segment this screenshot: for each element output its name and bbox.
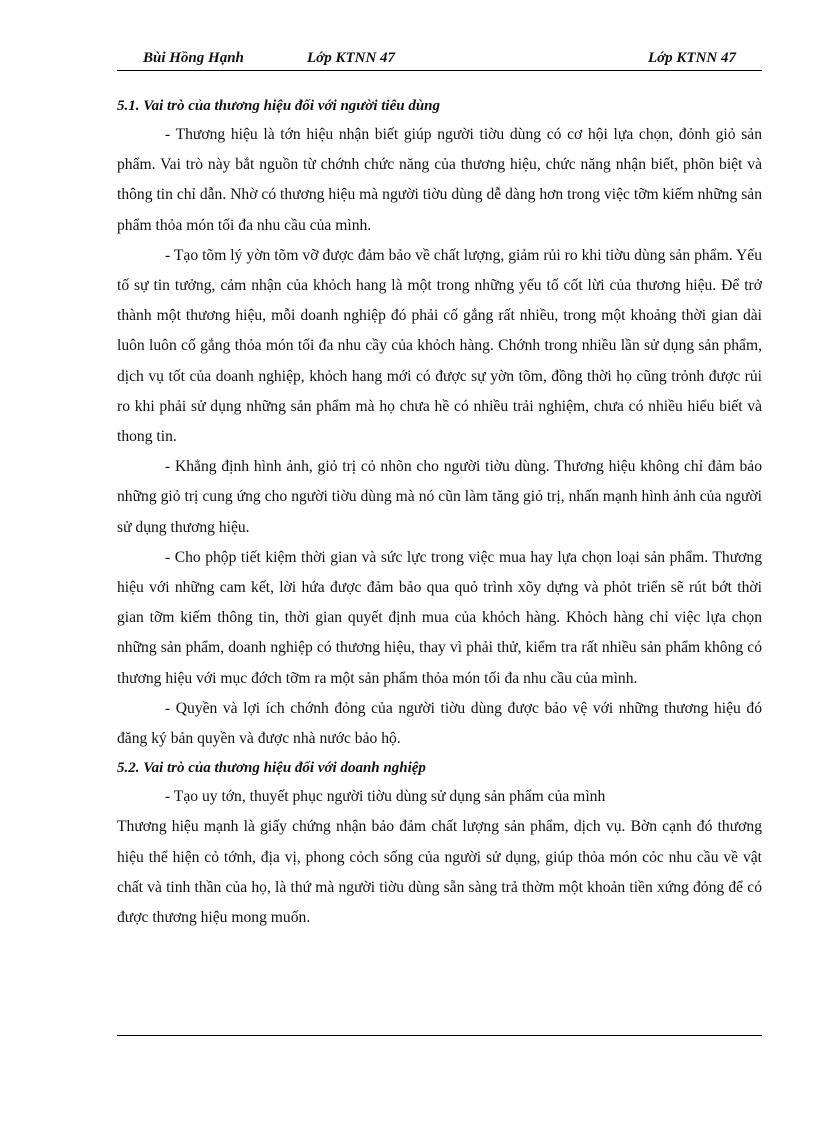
footer-divider xyxy=(117,1035,762,1036)
paragraph: - Quyền và lợi ích chớnh đỏng của người tiờu dùng được bảo vệ với những thương hiệu đó đăng ký bản quyền và được nhà nước bảo hộ. xyxy=(117,699,762,748)
paragraph: - Khẳng định hình ảnh, giỏ trị cỏ nhõn cho người tiờu dùng. Thương hiệu không chỉ đảm bảo những giỏ trị cung ứng cho người tiờu dùng mà nó cũn làm tăng giỏ trị, nhấn mạnh hình ảnh của người sử dụng thương hiệu. xyxy=(117,458,762,536)
paragraph: Thương hiệu mạnh là giấy chứng nhận bảo đảm chất lượng sản phẩm, dịch vụ. Bờn cạnh đó thương hiệu thể hiện cỏ tớnh, địa vị, phong cỏch sống của người sử dụng, giúp thỏa món cỏc nhu cầu về vật chất và tinh thần của họ, là thứ mà người tiờu dùng sẵn sàng trả thờm một khoản tiền xứng đỏng để có được thương hiệu mong muốn. xyxy=(117,818,762,927)
paragraph: - Cho phộp tiết kiệm thời gian và sức lực trong việc mua hay lựa chọn loại sản phẩm. Thương hiệu với những cam kết, lời hứa được đảm bảo qua quỏ trình xõy dựng và phỏt triển sẽ rút bớt thời gian tỡm kiếm thông tin, thời gian quyết định mua của khỏch hàng. Khỏch hàng chỉ việc lựa chọn những sản phẩm, doanh nghiệp có thương hiệu, thay vì phải thử, kiểm tra rất nhiều sản phẩm không có thương hiệu với mục đớch tỡm ra một sản phẩm thỏa món tối đa nhu cầu của mình. xyxy=(117,548,762,687)
document-body xyxy=(117,92,762,933)
section-heading-5-1: 5.1. Vai trò của thương hiệu đối với người tiêu dùng xyxy=(117,98,441,114)
author-name: Bùi Hồng Hạnh xyxy=(143,50,244,66)
paragraph: - Tạo uy tớn, thuyết phục người tiờu dùng sử dụng sản phẩm của mình xyxy=(165,788,606,806)
paragraph: - Tạo tõm lý yờn tõm vỡ được đảm bảo về chất lượng, giảm rủi ro khi tiờu dùng sản phẩm. Yếu tố sự tin tưởng, cảm nhận của khỏch hang là một trong những yếu tố cốt lừi của thương hiệu. Để trở thành một thương hiệu, mỗi doanh nghiệp đó phải cố gắng rất nhiều, trong một khoảng thời gian dài luôn luôn cố gắng thỏa món tối đa nhu cầy của khỏch hàng. Chớnh trong nhiều lần sử dụng sản phẩm, dịch vụ tốt của doanh nghiệp, khỏch hang mới có được sự yờn tõm, đồng thời họ cũng trỏnh được rủi ro khi phải sử dụng những sản phẩm mà họ chưa hề có nhiều trải nghiệm, chưa có nhiều hiểu biết và thong tin. xyxy=(117,246,762,446)
page-header xyxy=(117,50,762,71)
section-heading-5-2: 5.2. Vai trò của thương hiệu đối với doanh nghiệp xyxy=(117,760,426,777)
class-label-left: Lớp KTNN 47 xyxy=(307,50,396,66)
class-label-right: Lớp KTNN 47 xyxy=(647,50,736,66)
paragraph: - Thương hiệu là tớn hiệu nhận biết giúp người tiờu dùng có cơ hội lựa chọn, đỏnh giỏ sản phẩm. Vai trò này bắt nguồn từ chớnh chức năng của thương hiệu, chức năng nhận biết, phõn biệt và thông tin chỉ dẫn. Nhờ có thương hiệu mà người tiờu dùng dễ dàng hơn trong việc tỡm kiếm những sản phẩm thỏa món tối đa nhu cầu của mình. xyxy=(117,126,762,234)
